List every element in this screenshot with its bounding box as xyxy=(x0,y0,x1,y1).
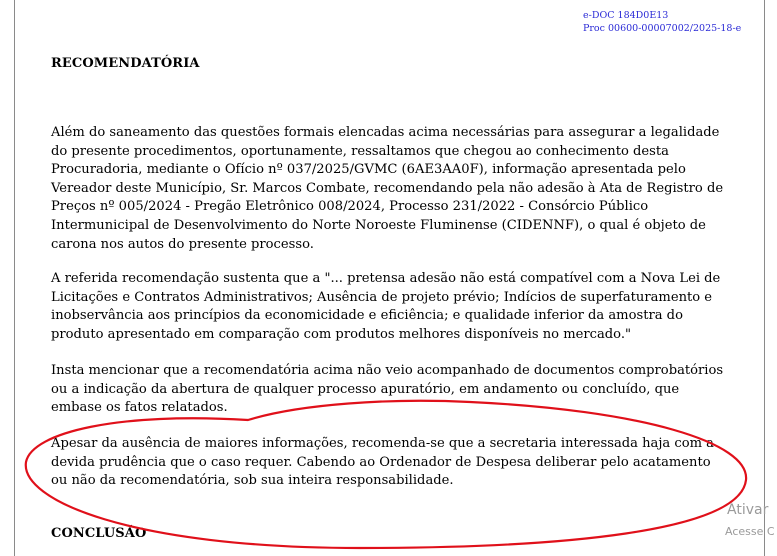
paragraph-line: do presente procedimentos, oportunamente, ressaltamos que chegou ao conhecimento desta xyxy=(51,143,669,159)
stamp-doc-id: e-DOC 184D0E13 xyxy=(583,10,669,21)
paragraph-line: ou a indicação da abertura de qualquer processo apuratório, em andamento ou concluído, que xyxy=(51,381,680,397)
paragraph-2 xyxy=(51,270,720,344)
activation-watermark-title: Ativar xyxy=(727,502,769,518)
stamp-process-number: Proc 00600-00007002/2025-18-e xyxy=(583,23,742,34)
paragraph-line: Preços nº 005/2024 - Pregão Eletrônico 008/2024, Processo 231/2022 - Consórcio Público xyxy=(51,199,649,215)
activation-watermark-subtitle: Acesse C xyxy=(725,525,775,538)
paragraph-line: Além do saneamento das questões formais elencadas acima necessárias para assegurar a legalidade xyxy=(51,125,720,140)
paragraph-line: embase os fatos relatados. xyxy=(51,400,228,416)
paragraph-line: Intermunicipal de Desenvolvimento do Norte Noroeste Fluminense (CIDENNF), o qual é objeto de xyxy=(51,217,706,233)
document-stamp xyxy=(583,9,741,35)
paragraph-line: Vereador deste Município, Sr. Marcos Combate, recomendando pela não adesão à Ata de Registro de xyxy=(51,180,724,196)
paragraph-4 xyxy=(51,435,714,491)
paragraph-line: carona nos autos do presente processo. xyxy=(51,236,314,252)
paragraph-line: inobservância aos princípios da economicidade e eficiência; e qualidade inferior da amostra do xyxy=(51,308,683,324)
paragraph-line: produto apresentado em comparação com produtos melhores disponíveis no mercado." xyxy=(51,326,632,342)
paragraph-line: Procuradoria, mediante o Ofício nº 037/2025/GVMC (6AE3AA0F), informação apresentada pelo xyxy=(51,162,686,178)
paragraph-line: devida prudência que o caso requer. Cabendo ao Ordenador de Despesa deliberar pelo acatamento xyxy=(51,454,711,470)
next-section-title: CONCLUSÃO xyxy=(51,526,147,541)
paragraph-line: Apesar da ausência de maiores informações, recomenda-se que a secretaria interessada haja com a xyxy=(51,436,714,451)
paragraph-3 xyxy=(51,362,723,418)
paragraph-line: A referida recomendação sustenta que a "... pretensa adesão não está compatível com a Nova Lei de xyxy=(51,271,721,286)
paragraph-1 xyxy=(51,124,723,254)
paragraph-line: ou não da recomendatória, sob sua inteira responsabilidade. xyxy=(51,473,454,489)
paragraph-line: Insta mencionar que a recomendatória acima não veio acompanhado de documentos comprobatórios xyxy=(51,363,724,378)
paragraph-line: Licitações e Contratos Administrativos; Ausência de projeto prévio; Indícios de superfaturamento e xyxy=(51,289,713,305)
section-title: RECOMENDATÓRIA xyxy=(51,56,200,71)
